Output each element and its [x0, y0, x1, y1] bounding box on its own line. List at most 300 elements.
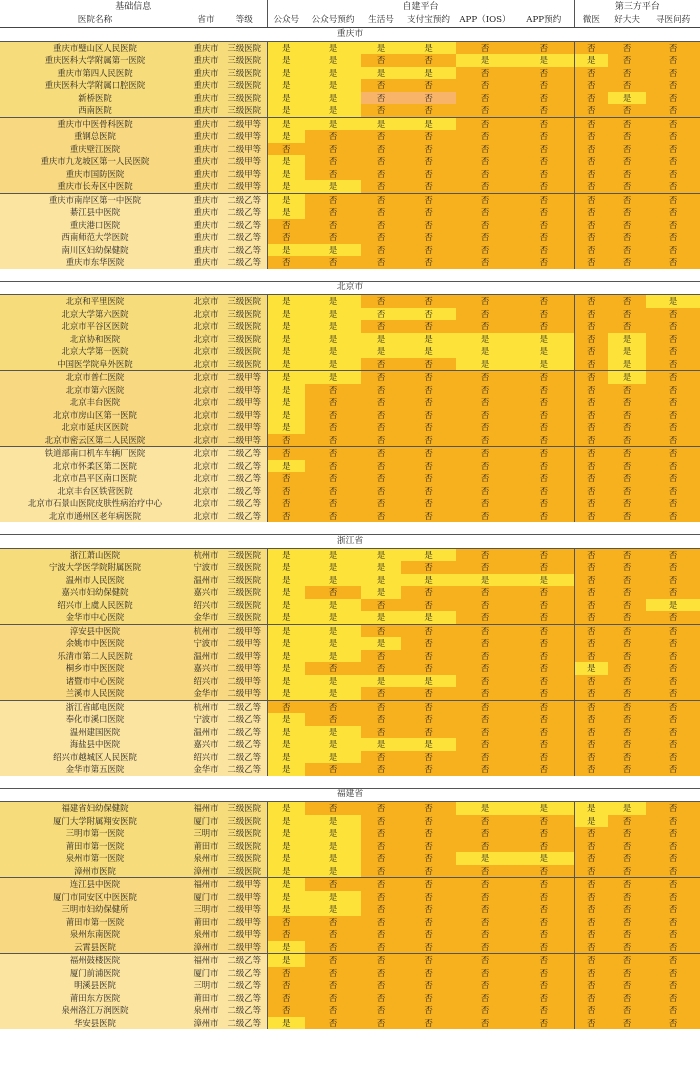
city-cell: 重庆市	[190, 244, 222, 257]
hospital-name-cell: 北京市普仁医院	[0, 371, 190, 384]
city-cell: 重庆市	[190, 67, 222, 80]
hospital-name-cell: 重庆医科大学附属口腔医院	[0, 79, 190, 92]
status-cell: 是	[305, 345, 361, 358]
level-cell: 三级医院	[222, 320, 267, 333]
status-cell: 是	[401, 574, 456, 587]
spacer-cell	[0, 522, 700, 535]
status-cell: 否	[456, 624, 514, 637]
status-cell: 是	[608, 371, 646, 384]
status-cell: 是	[514, 345, 574, 358]
status-cell: 否	[574, 675, 608, 688]
level-cell: 二级乙等	[222, 231, 267, 244]
status-cell: 否	[646, 751, 700, 764]
status-cell: 否	[574, 67, 608, 80]
status-cell: 否	[608, 1004, 646, 1017]
city-cell: 重庆市	[190, 168, 222, 181]
status-cell: 否	[514, 650, 574, 663]
hospital-name-cell: 厦门大学附属翔安医院	[0, 815, 190, 828]
status-cell: 否	[514, 155, 574, 168]
hospital-name-cell: 北京市平谷区医院	[0, 320, 190, 333]
hospital-name-cell: 北京市第六医院	[0, 384, 190, 397]
status-cell: 是	[305, 891, 361, 904]
status-cell: 否	[608, 763, 646, 776]
status-cell: 否	[574, 472, 608, 485]
status-cell: 否	[361, 713, 401, 726]
level-cell: 二级甲等	[222, 143, 267, 156]
status-cell: 否	[574, 852, 608, 865]
wechat-booking-header: 公众号预约	[305, 14, 361, 28]
city-cell: 重庆市	[190, 206, 222, 219]
hospital-name-cell: 北京大学第一医院	[0, 345, 190, 358]
city-cell: 重庆市	[190, 92, 222, 105]
table-row	[0, 979, 700, 992]
status-cell: 是	[267, 421, 305, 434]
status-cell: 是	[305, 840, 361, 853]
region-title: 重庆市	[0, 28, 700, 42]
hospital-name-cell: 厦门前浦医院	[0, 967, 190, 980]
status-cell: 否	[361, 979, 401, 992]
status-cell: 否	[574, 916, 608, 929]
hospital-name-cell: 华安县医院	[0, 1017, 190, 1030]
status-cell: 否	[646, 815, 700, 828]
status-cell: 否	[456, 497, 514, 510]
hospital-name-cell: 诸暨市中心医院	[0, 675, 190, 688]
status-cell: 否	[456, 396, 514, 409]
level-cell: 二级乙等	[222, 244, 267, 257]
status-cell: 否	[361, 308, 401, 321]
status-cell: 否	[646, 687, 700, 700]
status-cell: 否	[456, 611, 514, 624]
status-cell: 否	[514, 586, 574, 599]
status-cell: 否	[401, 295, 456, 308]
city-cell: 绍兴市	[190, 751, 222, 764]
status-cell: 否	[574, 878, 608, 891]
city-cell: 漳州市	[190, 941, 222, 954]
city-cell: 福州市	[190, 954, 222, 967]
level-cell: 二级甲等	[222, 384, 267, 397]
level-cell: 三级医院	[222, 54, 267, 67]
city-cell: 重庆市	[190, 155, 222, 168]
level-cell: 二级乙等	[222, 460, 267, 473]
status-cell: 否	[574, 219, 608, 232]
status-cell: 否	[574, 396, 608, 409]
status-cell: 否	[401, 143, 456, 156]
status-cell: 否	[456, 891, 514, 904]
status-cell: 否	[514, 928, 574, 941]
hospital-name-cell: 绍兴市越城区人民医院	[0, 751, 190, 764]
status-cell: 否	[608, 941, 646, 954]
status-cell: 否	[574, 928, 608, 941]
hospital-name-cell: 南川区妇幼保健院	[0, 244, 190, 257]
status-cell: 否	[608, 903, 646, 916]
status-cell: 否	[456, 713, 514, 726]
status-cell: 否	[574, 308, 608, 321]
status-cell: 否	[361, 840, 401, 853]
table-row	[0, 815, 700, 828]
status-cell: 否	[646, 675, 700, 688]
status-cell: 是	[456, 345, 514, 358]
table-row	[0, 79, 700, 92]
table-row	[0, 244, 700, 257]
status-cell: 否	[646, 548, 700, 561]
status-cell: 否	[608, 67, 646, 80]
level-cell: 二级乙等	[222, 447, 267, 460]
city-cell: 北京市	[190, 421, 222, 434]
status-cell: 否	[456, 992, 514, 1005]
table-row	[0, 92, 700, 105]
table-row	[0, 586, 700, 599]
hospital-name-cell: 重庆市璧山区人民医院	[0, 41, 190, 54]
status-cell: 否	[608, 320, 646, 333]
table-row	[0, 954, 700, 967]
city-cell: 金华市	[190, 611, 222, 624]
table-row	[0, 206, 700, 219]
status-cell: 否	[456, 548, 514, 561]
table-row	[0, 256, 700, 269]
weiyi-header: 微医	[574, 14, 608, 28]
table-row	[0, 763, 700, 776]
status-cell: 否	[574, 117, 608, 130]
status-cell: 是	[574, 815, 608, 828]
hospital-name-cell: 北京丰台医院	[0, 396, 190, 409]
status-cell: 否	[514, 840, 574, 853]
status-cell: 否	[267, 143, 305, 156]
status-cell: 否	[514, 637, 574, 650]
status-cell: 是	[608, 92, 646, 105]
status-cell: 是	[305, 79, 361, 92]
status-cell: 否	[361, 827, 401, 840]
status-cell: 是	[305, 687, 361, 700]
status-cell: 否	[514, 548, 574, 561]
status-cell: 否	[401, 497, 456, 510]
level-cell: 三级医院	[222, 41, 267, 54]
status-cell: 是	[267, 624, 305, 637]
city-cell: 厦门市	[190, 815, 222, 828]
status-cell: 否	[267, 1004, 305, 1017]
table-row	[0, 903, 700, 916]
status-cell: 否	[456, 130, 514, 143]
city-cell: 杭州市	[190, 700, 222, 713]
status-cell: 是	[305, 574, 361, 587]
status-cell: 否	[456, 308, 514, 321]
hospital-name-cell: 重庆市东华医院	[0, 256, 190, 269]
level-cell: 二级甲等	[222, 624, 267, 637]
level-cell: 二级甲等	[222, 434, 267, 447]
status-cell: 否	[646, 713, 700, 726]
status-cell: 否	[574, 561, 608, 574]
status-cell: 否	[646, 168, 700, 181]
status-cell: 否	[608, 308, 646, 321]
status-cell: 否	[456, 586, 514, 599]
status-cell: 否	[401, 371, 456, 384]
status-cell: 否	[401, 763, 456, 776]
region-header-row	[0, 281, 700, 295]
status-cell: 是	[361, 738, 401, 751]
status-cell: 是	[401, 41, 456, 54]
hospital-name-cell: 北京市房山区第一医院	[0, 409, 190, 422]
hospital-name-cell: 余姚市中医医院	[0, 637, 190, 650]
table-row	[0, 333, 700, 346]
status-cell: 否	[514, 497, 574, 510]
status-cell: 是	[305, 903, 361, 916]
level-cell: 二级乙等	[222, 713, 267, 726]
status-cell: 是	[305, 358, 361, 371]
status-cell: 否	[514, 244, 574, 257]
hospital-name-cell: 浙江省邮电医院	[0, 700, 190, 713]
status-cell: 否	[361, 409, 401, 422]
group-header-row	[0, 0, 700, 14]
status-cell: 否	[646, 371, 700, 384]
table-row	[0, 637, 700, 650]
status-cell: 否	[646, 447, 700, 460]
status-cell: 否	[608, 54, 646, 67]
status-cell: 是	[305, 675, 361, 688]
status-cell: 否	[305, 878, 361, 891]
status-cell: 否	[305, 954, 361, 967]
status-cell: 否	[574, 865, 608, 878]
status-cell: 否	[456, 510, 514, 523]
status-cell: 否	[608, 447, 646, 460]
status-cell: 是	[401, 345, 456, 358]
status-cell: 否	[401, 92, 456, 105]
city-cell: 厦门市	[190, 967, 222, 980]
status-cell: 否	[608, 599, 646, 612]
status-cell: 否	[361, 485, 401, 498]
status-cell: 否	[574, 903, 608, 916]
city-cell: 温州市	[190, 650, 222, 663]
status-cell: 是	[267, 954, 305, 967]
status-cell: 是	[361, 117, 401, 130]
hospital-name-cell: 三明市妇幼保健所	[0, 903, 190, 916]
status-cell: 否	[267, 472, 305, 485]
status-cell: 否	[574, 193, 608, 206]
hospital-name-cell: 北京市延庆区医院	[0, 421, 190, 434]
status-cell: 是	[267, 941, 305, 954]
status-cell: 否	[514, 1004, 574, 1017]
status-cell: 否	[401, 624, 456, 637]
status-cell: 否	[401, 447, 456, 460]
status-cell: 否	[305, 130, 361, 143]
level-cell: 二级甲等	[222, 637, 267, 650]
hospital-name-cell: 连江县中医院	[0, 878, 190, 891]
status-cell: 否	[514, 460, 574, 473]
status-cell: 否	[608, 992, 646, 1005]
status-cell: 否	[646, 827, 700, 840]
hospital-name-cell: 泉州洛江万润医院	[0, 1004, 190, 1017]
status-cell: 是	[267, 396, 305, 409]
level-cell: 二级甲等	[222, 891, 267, 904]
status-cell: 否	[608, 675, 646, 688]
status-cell: 是	[361, 611, 401, 624]
status-cell: 是	[361, 637, 401, 650]
status-cell: 是	[305, 244, 361, 257]
hospital-name-cell: 中国医学院阜外医院	[0, 358, 190, 371]
status-cell: 否	[608, 561, 646, 574]
status-cell: 否	[608, 840, 646, 853]
city-cell: 北京市	[190, 447, 222, 460]
status-cell: 否	[456, 472, 514, 485]
status-cell: 否	[514, 193, 574, 206]
status-cell: 是	[305, 726, 361, 739]
table-row	[0, 713, 700, 726]
hospital-name-cell: 奉化市溪口医院	[0, 713, 190, 726]
city-cell: 金华市	[190, 687, 222, 700]
status-cell: 否	[361, 852, 401, 865]
status-cell: 是	[267, 637, 305, 650]
status-cell: 否	[361, 219, 401, 232]
status-cell: 否	[608, 510, 646, 523]
status-cell: 是	[305, 637, 361, 650]
status-cell: 否	[646, 472, 700, 485]
status-cell: 否	[456, 295, 514, 308]
status-cell: 是	[267, 738, 305, 751]
table-row	[0, 308, 700, 321]
status-cell: 是	[267, 358, 305, 371]
table-row	[0, 852, 700, 865]
hospital-name-cell: 福建省妇幼保健院	[0, 802, 190, 815]
status-cell: 否	[456, 903, 514, 916]
status-cell: 是	[267, 295, 305, 308]
city-cell: 北京市	[190, 485, 222, 498]
status-cell: 否	[456, 738, 514, 751]
status-cell: 是	[305, 320, 361, 333]
status-cell: 是	[305, 599, 361, 612]
status-cell: 否	[361, 358, 401, 371]
status-cell: 是	[267, 244, 305, 257]
status-cell: 否	[574, 763, 608, 776]
status-cell: 否	[456, 320, 514, 333]
status-cell: 否	[574, 206, 608, 219]
status-cell: 否	[574, 1004, 608, 1017]
status-cell: 否	[514, 472, 574, 485]
status-cell: 是	[305, 104, 361, 117]
table-row	[0, 155, 700, 168]
status-cell: 否	[401, 155, 456, 168]
status-cell: 否	[361, 92, 401, 105]
status-cell: 否	[646, 852, 700, 865]
status-cell: 否	[401, 396, 456, 409]
hospital-name-cell: 厦门市同安区中医医院	[0, 891, 190, 904]
status-cell: 否	[456, 815, 514, 828]
status-cell: 否	[401, 485, 456, 498]
hospital-name-cell: 嘉兴市妇幼保健院	[0, 586, 190, 599]
status-cell: 否	[401, 967, 456, 980]
status-cell: 否	[646, 992, 700, 1005]
level-cell: 三级医院	[222, 865, 267, 878]
status-cell: 否	[401, 599, 456, 612]
status-cell: 是	[267, 333, 305, 346]
hospital-name-cell: 乐清市第二人民医院	[0, 650, 190, 663]
status-cell: 否	[267, 510, 305, 523]
status-cell: 否	[514, 700, 574, 713]
table-row	[0, 574, 700, 587]
level-cell: 三级医院	[222, 802, 267, 815]
status-cell: 否	[608, 231, 646, 244]
status-cell: 否	[608, 206, 646, 219]
level-cell: 二级甲等	[222, 117, 267, 130]
city-cell: 重庆市	[190, 54, 222, 67]
status-cell: 否	[401, 941, 456, 954]
status-cell: 是	[267, 117, 305, 130]
table-row	[0, 41, 700, 54]
status-cell: 是	[401, 117, 456, 130]
level-cell: 二级乙等	[222, 472, 267, 485]
table-row	[0, 472, 700, 485]
status-cell: 否	[514, 916, 574, 929]
city-cell: 重庆市	[190, 219, 222, 232]
level-cell: 二级甲等	[222, 409, 267, 422]
status-cell: 否	[608, 637, 646, 650]
hospital-name-cell: 铁道部南口机车车辆厂医院	[0, 447, 190, 460]
city-cell: 福州市	[190, 802, 222, 815]
level-cell: 三级医院	[222, 79, 267, 92]
table-row	[0, 992, 700, 1005]
status-cell: 否	[456, 371, 514, 384]
status-cell: 否	[401, 231, 456, 244]
status-cell: 否	[608, 244, 646, 257]
table-row	[0, 130, 700, 143]
status-cell: 否	[646, 840, 700, 853]
status-cell: 否	[646, 941, 700, 954]
status-cell: 否	[574, 155, 608, 168]
region-header-row	[0, 28, 700, 42]
status-cell: 是	[267, 460, 305, 473]
status-cell: 是	[608, 358, 646, 371]
table-row	[0, 687, 700, 700]
status-cell: 是	[456, 333, 514, 346]
table-row	[0, 54, 700, 67]
status-cell: 否	[514, 903, 574, 916]
status-cell: 否	[456, 219, 514, 232]
city-cell: 重庆市	[190, 180, 222, 193]
status-cell: 否	[305, 992, 361, 1005]
table-row	[0, 180, 700, 193]
status-cell: 否	[361, 168, 401, 181]
status-cell: 否	[514, 954, 574, 967]
status-cell: 是	[267, 662, 305, 675]
table-row	[0, 460, 700, 473]
status-cell: 否	[456, 460, 514, 473]
wechat-official-header: 公众号	[267, 14, 305, 28]
status-cell: 否	[646, 155, 700, 168]
table-row	[0, 916, 700, 929]
status-cell: 否	[456, 67, 514, 80]
status-cell: 否	[574, 244, 608, 257]
status-cell: 是	[305, 650, 361, 663]
status-cell: 否	[574, 460, 608, 473]
status-cell: 否	[456, 650, 514, 663]
level-cell: 三级医院	[222, 815, 267, 828]
status-cell: 否	[456, 447, 514, 460]
hospital-name-cell: 重庆市国防医院	[0, 168, 190, 181]
status-cell: 是	[267, 371, 305, 384]
status-cell: 否	[361, 687, 401, 700]
status-cell: 否	[646, 193, 700, 206]
status-cell: 否	[361, 928, 401, 941]
level-cell: 三级医院	[222, 574, 267, 587]
status-cell: 是	[267, 168, 305, 181]
status-cell: 否	[608, 396, 646, 409]
status-cell: 否	[514, 967, 574, 980]
hospital-name-cell: 淳安县中医院	[0, 624, 190, 637]
status-cell: 否	[305, 979, 361, 992]
status-cell: 否	[514, 308, 574, 321]
status-cell: 否	[456, 979, 514, 992]
hospital-name-cell: 北京市石景山医院皮肤性病治疗中心	[0, 497, 190, 510]
alipay-booking-header: 支付宝预约	[401, 14, 456, 28]
status-cell: 否	[514, 485, 574, 498]
status-cell: 否	[574, 624, 608, 637]
